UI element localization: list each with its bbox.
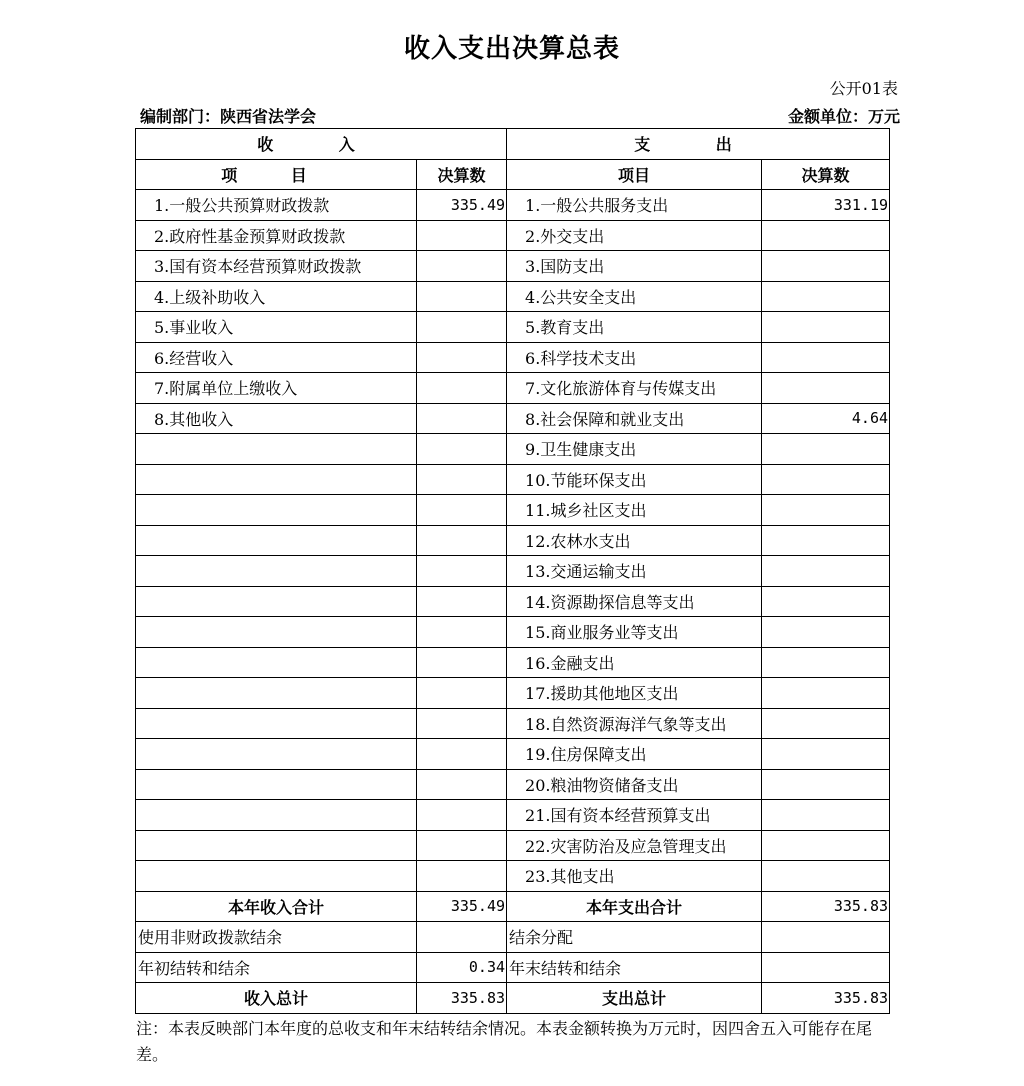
expense-item: 16.金融支出 [507, 647, 762, 678]
table-row [136, 769, 890, 800]
income-amount [417, 342, 507, 373]
table-row [136, 373, 890, 404]
income-amount [417, 312, 507, 343]
expense-item: 14.资源勘探信息等支出 [507, 586, 762, 617]
expense-amount [762, 342, 890, 373]
table-row [136, 556, 890, 587]
income-item: 5.事业收入 [136, 312, 417, 343]
expense-amount [762, 678, 890, 709]
expense-amount [762, 769, 890, 800]
surplus-alloc-value [762, 922, 890, 953]
expense-amount [762, 464, 890, 495]
expense-item: 5.教育支出 [507, 312, 762, 343]
end-value [762, 952, 890, 983]
income-item [136, 464, 417, 495]
nonfiscal-value [417, 922, 507, 953]
income-item-header: 项 目 [136, 159, 417, 190]
page-title: 收入支出决算总表 [403, 34, 620, 64]
year-income-label: 本年收入合计 [136, 891, 417, 922]
column-header-row [136, 159, 890, 190]
table-row [136, 525, 890, 556]
expense-item: 6.科学技术支出 [507, 342, 762, 373]
income-amount [417, 403, 507, 434]
income-item [136, 830, 417, 861]
income-item [136, 525, 417, 556]
expense-item: 18.自然资源海洋气象等支出 [507, 708, 762, 739]
income-item: 3.国有资本经营预算财政拨款 [136, 251, 417, 282]
table-row [136, 342, 890, 373]
income-amount [417, 464, 507, 495]
income-amount [417, 556, 507, 587]
expense-amount [762, 861, 890, 892]
expense-item: 23.其他支出 [507, 861, 762, 892]
income-amount [417, 647, 507, 678]
table-row [136, 800, 890, 831]
income-item [136, 678, 417, 709]
income-item [136, 495, 417, 526]
income-amount [417, 617, 507, 648]
expense-amount [762, 617, 890, 648]
expense-amount [762, 830, 890, 861]
expense-item: 15.商业服务业等支出 [507, 617, 762, 648]
table-row [136, 190, 890, 221]
income-item [136, 800, 417, 831]
expense-amount-header: 决算数 [762, 159, 890, 190]
income-item: 6.经营收入 [136, 342, 417, 373]
table-row [136, 678, 890, 709]
table-row [136, 281, 890, 312]
surplus-alloc-label: 结余分配 [507, 922, 762, 953]
income-amount [417, 220, 507, 251]
year-income-value: 335.49 [417, 891, 507, 922]
year-expense-label: 本年支出合计 [507, 891, 762, 922]
income-item: 4.上级补助收入 [136, 281, 417, 312]
expense-amount: 4.64 [762, 403, 890, 434]
income-amount [417, 708, 507, 739]
table-row [136, 495, 890, 526]
expense-item: 22.灾害防治及应急管理支出 [507, 830, 762, 861]
expense-amount [762, 525, 890, 556]
expense-item: 21.国有资本经营预算支出 [507, 800, 762, 831]
expense-total-label: 支出总计 [507, 983, 762, 1014]
footnote: 注：本表反映部门本年度的总收支和年末结转结余情况。本表金额转换为万元时，因四舍五入可能存在尾差。 [136, 1019, 873, 1064]
table-row [136, 251, 890, 282]
expense-amount [762, 373, 890, 404]
expense-item: 7.文化旅游体育与传媒支出 [507, 373, 762, 404]
expense-amount [762, 220, 890, 251]
form-number: 公开01表 [829, 79, 898, 98]
income-item [136, 739, 417, 770]
nonfiscal-row [136, 922, 890, 953]
expense-amount [762, 586, 890, 617]
income-amount [417, 251, 507, 282]
expense-item: 3.国防支出 [507, 251, 762, 282]
table-row [136, 647, 890, 678]
expense-item: 9.卫生健康支出 [507, 434, 762, 465]
expense-total-value: 335.83 [762, 983, 890, 1014]
income-item: 7.附属单位上缴收入 [136, 373, 417, 404]
table-row [136, 830, 890, 861]
expense-amount [762, 495, 890, 526]
table-row [136, 617, 890, 648]
table-row [136, 708, 890, 739]
income-amount [417, 525, 507, 556]
expense-item: 12.农林水支出 [507, 525, 762, 556]
income-amount [417, 800, 507, 831]
expense-item: 11.城乡社区支出 [507, 495, 762, 526]
grand-total-row [136, 983, 890, 1014]
income-amount [417, 434, 507, 465]
income-amount [417, 678, 507, 709]
expense-item: 10.节能环保支出 [507, 464, 762, 495]
income-item: 8.其他收入 [136, 403, 417, 434]
income-item: 1.一般公共预算财政拨款 [136, 190, 417, 221]
income-item [136, 647, 417, 678]
income-item [136, 586, 417, 617]
income-item [136, 708, 417, 739]
table-row [136, 434, 890, 465]
year-total-row [136, 891, 890, 922]
income-amount-header: 决算数 [417, 159, 507, 190]
income-item [136, 434, 417, 465]
expense-amount: 331.19 [762, 190, 890, 221]
income-amount [417, 830, 507, 861]
expense-amount [762, 312, 890, 343]
table-row [136, 861, 890, 892]
expense-amount [762, 556, 890, 587]
expense-amount [762, 281, 890, 312]
income-total-value: 335.83 [417, 983, 507, 1014]
expense-item: 1.一般公共服务支出 [507, 190, 762, 221]
expense-amount [762, 708, 890, 739]
income-amount [417, 861, 507, 892]
income-amount [417, 739, 507, 770]
dept-label: 编制部门：陕西省法学会 [140, 107, 317, 126]
expense-item: 4.公共安全支出 [507, 281, 762, 312]
table-row [136, 464, 890, 495]
income-item [136, 769, 417, 800]
table-row [136, 403, 890, 434]
income-amount [417, 373, 507, 404]
income-item [136, 556, 417, 587]
income-amount [417, 586, 507, 617]
expense-item: 19.住房保障支出 [507, 739, 762, 770]
income-item [136, 861, 417, 892]
income-total-label: 收入总计 [136, 983, 417, 1014]
begin-value: 0.34 [417, 952, 507, 983]
table-row [136, 739, 890, 770]
income-item: 2.政府性基金预算财政拨款 [136, 220, 417, 251]
expense-amount [762, 251, 890, 282]
expense-item: 17.援助其他地区支出 [507, 678, 762, 709]
income-item [136, 617, 417, 648]
expense-item: 2.外交支出 [507, 220, 762, 251]
carryover-row [136, 952, 890, 983]
begin-label: 年初结转和结余 [136, 952, 417, 983]
expense-amount [762, 647, 890, 678]
expense-amount [762, 800, 890, 831]
unit-label: 金额单位：万元 [787, 107, 900, 126]
expense-item: 8.社会保障和就业支出 [507, 403, 762, 434]
expense-item-header: 项目 [507, 159, 762, 190]
expense-item: 20.粮油物资储备支出 [507, 769, 762, 800]
end-label: 年末结转和结余 [507, 952, 762, 983]
nonfiscal-label: 使用非财政拨款结余 [136, 922, 417, 953]
income-amount [417, 769, 507, 800]
income-header: 收 入 [136, 129, 507, 160]
expense-amount [762, 434, 890, 465]
expense-header: 支 出 [507, 129, 890, 160]
income-amount: 335.49 [417, 190, 507, 221]
expense-amount [762, 739, 890, 770]
income-amount [417, 495, 507, 526]
table-row [136, 312, 890, 343]
budget-table [135, 128, 890, 1014]
section-header-row [136, 129, 890, 160]
year-expense-value: 335.83 [762, 891, 890, 922]
income-amount [417, 281, 507, 312]
table-row [136, 220, 890, 251]
expense-item: 13.交通运输支出 [507, 556, 762, 587]
table-row [136, 586, 890, 617]
